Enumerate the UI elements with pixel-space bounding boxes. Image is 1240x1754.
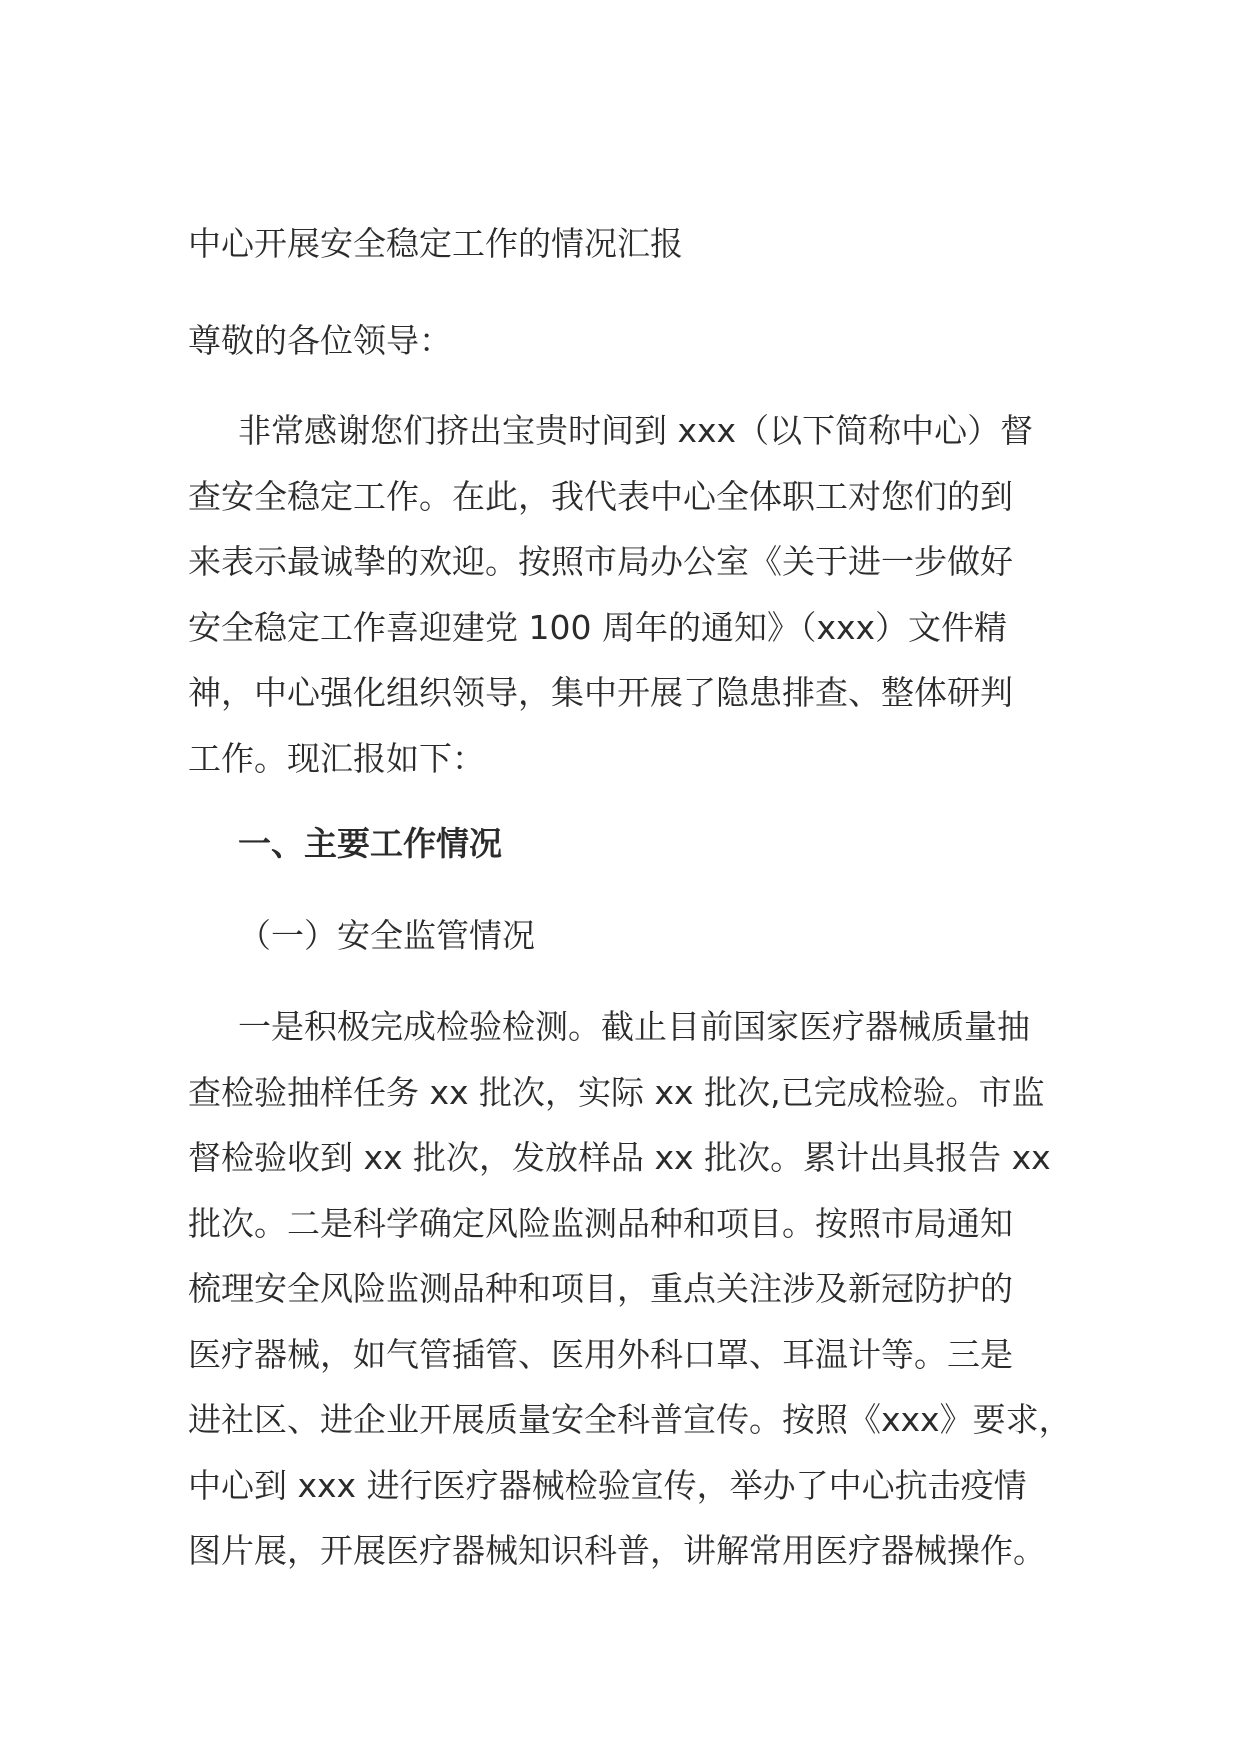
- body-line: 督检验收到 xx 批次，发放样品 xx 批次。累计出具报告 xx: [188, 1138, 1051, 1177]
- body-line: 进社区、进企业开展质量安全科普宣传。按照《xxx》要求，: [188, 1400, 1072, 1439]
- intro-line: 来表示最诚挚的欢迎。按照市局办公室《关于进一步做好: [188, 542, 1013, 581]
- intro-line: 查安全稳定工作。在此，我代表中心全体职工对您们的到: [188, 476, 1013, 516]
- body-line: 梳理安全风险监测品种和项目，重点关注涉及新冠防护的: [188, 1269, 1013, 1308]
- intro-paragraph: [188, 398, 1068, 791]
- body-line: 批次。二是科学确定风险监测品种和项目。按照市局通知: [188, 1203, 1013, 1243]
- document-title: 中心开展安全稳定工作的情况汇报: [188, 224, 683, 263]
- body-line: 医疗器械，如气管插管、医用外科口罩、耳温计等。三是: [188, 1334, 1013, 1374]
- body-paragraph: [188, 994, 1072, 1584]
- intro-line: 神，中心强化组织领导，集中开展了隐患排查、整体研判: [188, 673, 1013, 712]
- salutation: 尊敬的各位领导：: [188, 321, 452, 360]
- subsection-heading: （一）安全监管情况: [238, 916, 535, 955]
- body-line: 查检验抽样任务 xx 批次，实际 xx 批次,已完成检验。市监: [188, 1072, 1045, 1112]
- body-line: 图片展，开展医疗器械知识科普，讲解常用医疗器械操作。: [188, 1531, 1046, 1570]
- section-heading: 一、主要工作情况: [238, 824, 502, 863]
- body-line: 一是积极完成检验检测。截止目前国家医疗器械质量抽: [238, 1007, 1030, 1046]
- body-line: 中心到 xxx 进行医疗器械检验宣传，举办了中心抗击疫情: [188, 1465, 1027, 1505]
- intro-line: 非常感谢您们挤出宝贵时间到 xxx（以下简称中心）督: [238, 411, 1034, 450]
- intro-line: 安全稳定工作喜迎建党 100 周年的通知》（xxx）文件精: [188, 607, 1008, 647]
- intro-line: 工作。现汇报如下：: [188, 738, 485, 778]
